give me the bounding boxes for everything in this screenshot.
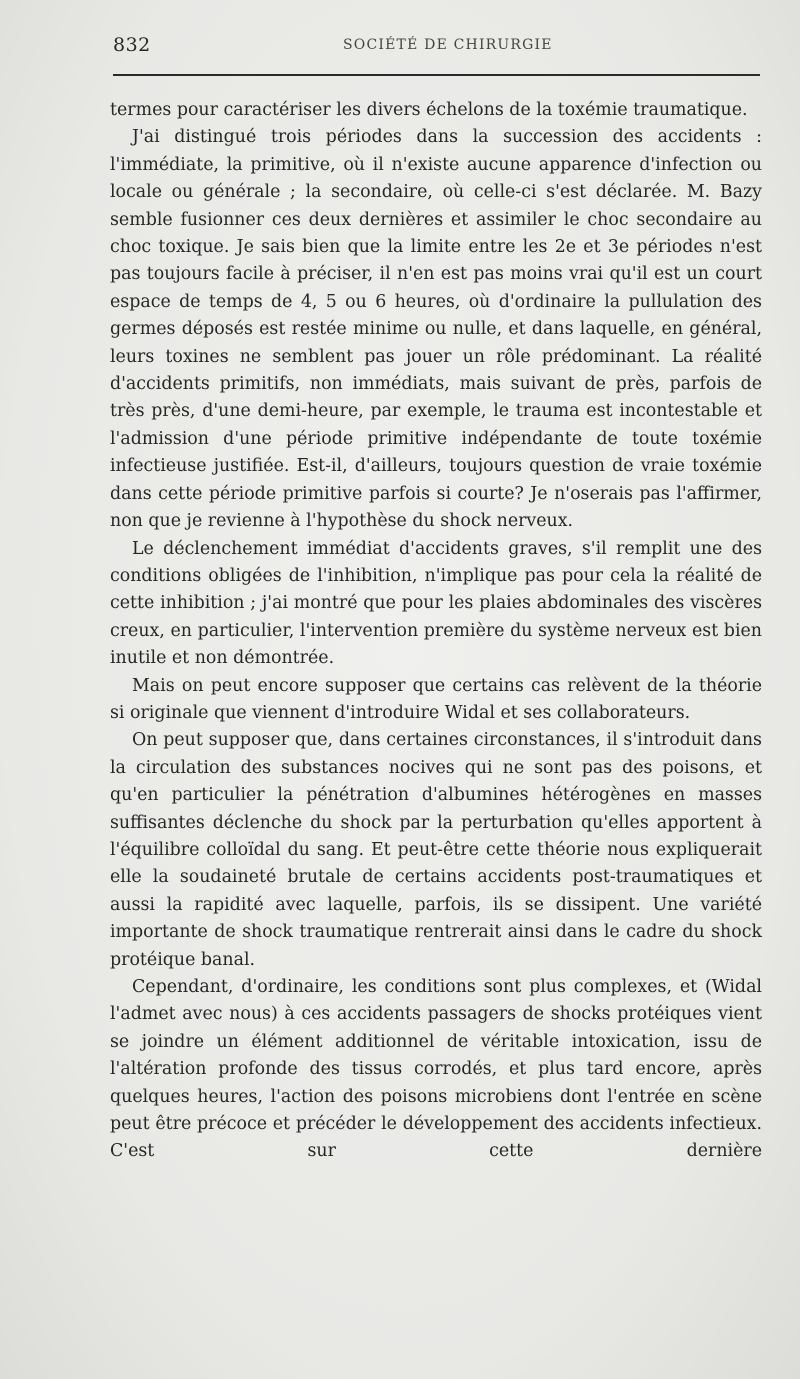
paragraph: J'ai distingué trois périodes dans la succession des accidents : l'immédiate, la primitive, où il n'existe aucune apparence d'infection ou locale ou générale ; la secondaire, où celle-ci s'est déclarée. M. Bazy semble fusionner ces deux dernières et assimiler le choc secondaire au choc toxique. Je sais bien que la limite entre les 2e et 3e périodes n'est pas toujours facile à préciser, il n'en est pas moins vrai qu'il est un court espace de temps de 4, 5 ou 6 heures, où d'ordinaire la pullulation des germes déposés est restée minime ou nulle, et dans laquelle, en général, leurs toxines ne semblent pas jouer un rôle prédominant. La réalité d'accidents primitifs, non immédiats, mais suivant de près, parfois de très près, d'une demi-heure, par exemple, le trauma est incontestable et l'admission d'une période primitive indépendante de toute toxémie infectieuse justifiée. Est-il, d'ailleurs, toujours question de vraie toxémie dans cette période primitive parfois si courte? Je n'oserais pas l'affirmer, non que je revienne à l'hypothèse du shock nerveux. xyxy=(110,127,762,532)
header-rule xyxy=(113,74,760,76)
page-number: 832 xyxy=(113,34,151,56)
paragraph: Cependant, d'ordinaire, les conditions sont plus complexes, et (Widal l'admet avec nous) à ces accidents passagers de shocks protéiques vient se joindre un élément additionnel de véritable intoxication, issu de l'altération profonde des tissus corrodés, et plus tard encore, après quelques heures, l'action des poisons microbiens dont l'entrée en scène peut être précoce et précéder le développement des accidents infectieux. C'est sur cette dernière xyxy=(110,977,762,1162)
paragraph: On peut supposer que, dans certaines circonstances, il s'introduit dans la circulation des substances nocives qui ne sont pas des poisons, et qu'en particulier la pénétration d'albumines hétérogènes en masses suffisantes déclenche du shock par la perturbation qu'elles apportent à l'équilibre colloïdal du sang. Et peut-être cette théorie nous expliquerait elle la soudaineté brutale de certains accidents post-traumatiques et aussi la rapidité avec laquelle, parfois, ils se dissipent. Une variété importante de shock traumatique rentrerait ainsi dans le cadre du shock protéique banal. xyxy=(110,730,762,970)
paragraph: Le déclenchement immédiat d'accidents graves, s'il remplit une des conditions obligées de l'inhibition, n'implique pas pour cela la réalité de cette inhibition ; j'ai montré que pour les plaies abdominales des viscères creux, en particulier, l'intervention première du système nerveux est bien inutile et non démontrée. xyxy=(110,538,762,669)
body-text xyxy=(110,97,762,1166)
paragraph-continuation: termes pour caractériser les divers échelons de la toxémie traumatique. xyxy=(110,100,748,120)
page-header xyxy=(113,34,758,62)
paragraph: Mais on peut encore supposer que certains cas relèvent de la théorie si originale que viennent d'introduire Widal et ses collaborateurs. xyxy=(110,675,762,723)
running-head: SOCIÉTÉ DE CHIRURGIE xyxy=(343,37,553,53)
